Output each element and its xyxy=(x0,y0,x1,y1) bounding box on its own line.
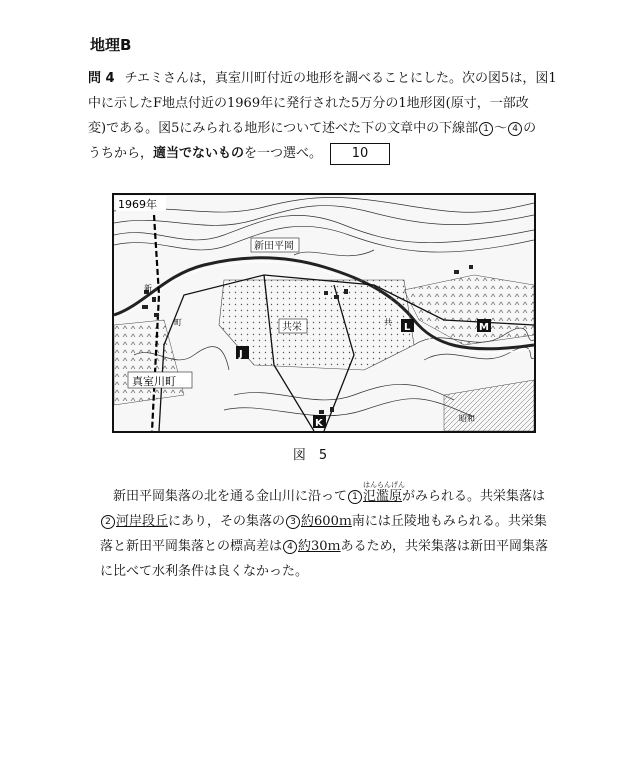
map-small-label-2: 共 xyxy=(384,318,392,327)
svg-text:J: J xyxy=(239,349,243,360)
underline-1-text: 氾濫原 xyxy=(363,489,403,504)
figure-caption: 図 5 xyxy=(292,448,328,463)
question-line-1 xyxy=(88,66,558,91)
passage-block xyxy=(100,481,570,584)
passage-line-2 xyxy=(100,509,570,534)
circled-number-1: 1 xyxy=(479,122,493,136)
passage-text-1: 新田平岡集落の北を通る金山川に沿って xyxy=(113,489,348,504)
passage-text-3: 落と新田平岡集落との標高差は xyxy=(100,539,283,554)
underline-2-river-terrace: 河岸段丘 xyxy=(116,514,169,529)
question-text-3: 変)である。図5にみられる地形について述べた下の文章中の下線部 xyxy=(88,121,479,136)
svg-text:K: K xyxy=(315,418,323,429)
subject-heading: 地理B xyxy=(90,36,132,54)
circled-number-3: 3 xyxy=(286,515,300,529)
furigana: はんらんげん xyxy=(363,481,406,489)
passage-line-3 xyxy=(100,534,570,559)
marker-m xyxy=(477,319,491,333)
passage-text-2-end: 南には丘陵地もみられる。共栄集 xyxy=(351,514,547,529)
map-svg xyxy=(114,195,534,431)
map-small-label-1: 新 xyxy=(144,284,152,293)
question-text-3-end: の xyxy=(523,121,537,136)
year-label: 1969年 xyxy=(118,198,157,211)
question-line-4 xyxy=(88,141,558,166)
emphasis-inappropriate: 適当でないもの xyxy=(153,146,245,161)
passage-text-1-end: がみられる。共栄集落は xyxy=(402,489,546,504)
circled-number-1: 1 xyxy=(348,490,362,504)
map-small-label-4: 昭和 xyxy=(459,414,475,423)
passage-text-3-end: あるため，共栄集落は新田平岡集落 xyxy=(340,539,549,554)
tilde: ～ xyxy=(494,121,508,136)
answer-box[interactable]: 10 xyxy=(330,143,390,165)
underline-1-floodplain xyxy=(363,481,406,509)
circled-number-2: 2 xyxy=(101,515,115,529)
svg-text:L: L xyxy=(404,322,411,333)
circled-number-4: 4 xyxy=(283,540,297,554)
question-block xyxy=(88,66,558,166)
map-small-label-3: 町 xyxy=(174,318,182,327)
question-text-4: うちから， xyxy=(88,146,154,161)
marker-k xyxy=(313,415,326,429)
circled-number-4: 4 xyxy=(508,122,522,136)
question-line-3 xyxy=(88,116,558,141)
underline-3-distance: 約600ｍ xyxy=(301,514,352,529)
marker-l xyxy=(401,319,414,333)
kyoei-label: 共栄 xyxy=(282,322,302,333)
underline-4-elevation: 約30ｍ xyxy=(298,539,341,554)
question-text-1: チエミさんは，真室川町付近の地形を調べることにした。次の図5は，図1 xyxy=(124,71,557,86)
question-number: 問 4 xyxy=(88,71,115,86)
passage-text-2-mid: にあり，その集落の xyxy=(168,514,286,529)
topographic-map xyxy=(112,193,536,433)
shinden-hiraoka-label: 新田平岡 xyxy=(254,241,294,252)
passage-line-4: に比べて水利条件は良くなかった。 xyxy=(100,564,309,579)
town-label: 真室川町 xyxy=(132,375,176,388)
passage-line-1 xyxy=(100,481,570,509)
question-line-2: 中に示したF地点付近の1969年に発行された5万分の1地形図(原寸，一部改 xyxy=(88,96,529,111)
svg-text:M: M xyxy=(479,322,489,333)
marker-j xyxy=(236,346,249,360)
question-text-4-end: を一つ選べ。 xyxy=(244,146,323,161)
